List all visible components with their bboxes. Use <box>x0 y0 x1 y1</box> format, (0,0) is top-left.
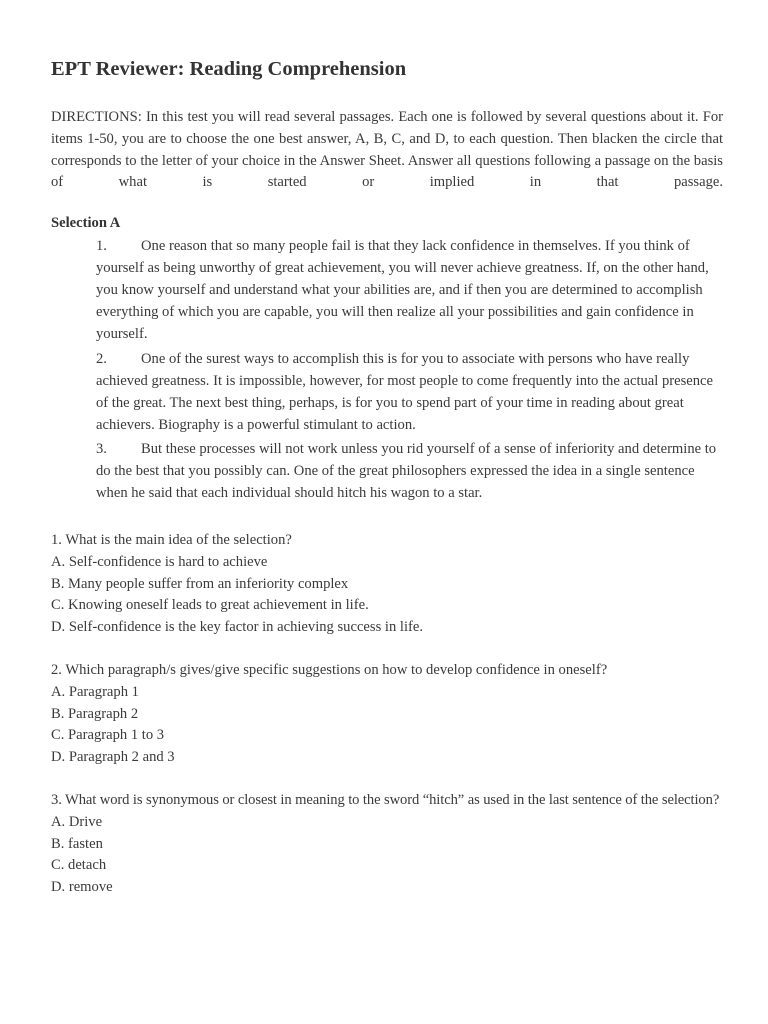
question-1 <box>51 530 723 639</box>
question-text: 2. Which paragraph/s gives/give specific suggestions on how to develop confidence in oneself? <box>51 662 608 678</box>
answer-option-c: C. Knowing oneself leads to great achievement in life. <box>51 597 369 614</box>
paragraph-number: 2. <box>96 351 107 367</box>
answer-option-b: B. fasten <box>51 835 103 852</box>
answer-option-a: A. Self-confidence is hard to achieve <box>51 553 268 570</box>
answer-option-d: D. remove <box>51 879 113 896</box>
answer-option-c: C. detach <box>51 857 107 874</box>
question-3 <box>51 790 723 899</box>
passage-paragraph-3 <box>96 439 722 505</box>
answer-option-a: A. Drive <box>51 813 103 830</box>
answer-option-a: A. Paragraph 1 <box>51 683 139 700</box>
selection-heading: Selection A <box>51 215 121 231</box>
question-text: 1. What is the main idea of the selection? <box>51 532 292 548</box>
directions-text: DIRECTIONS: In this test you will read several passages. Each one is followed by several questions about it. For items 1-50, you are to choose the one best answer, A, B, C, and D, to each question. Then blacken the circle that corresponds to the letter of your choice in the Answer Sheet. Answer all questions following a passage on the basis of what is started or implied in that passage. <box>51 109 723 191</box>
answer-option-b: B. Paragraph 2 <box>51 705 139 722</box>
paragraph-number: 1. <box>96 238 107 254</box>
passage-paragraph-2 <box>96 349 722 437</box>
answer-option-d: D. Paragraph 2 and 3 <box>51 749 175 766</box>
paragraph-number: 3. <box>96 441 107 457</box>
answer-option-b: B. Many people suffer from an inferiority complex <box>51 575 349 592</box>
question-text: 3. What word is synonymous or closest in meaning to the sword “hitch” as used in the last sentence of the selection? <box>51 792 720 808</box>
question-2 <box>51 660 723 769</box>
page-title: EPT Reviewer: Reading Comprehension <box>51 58 407 80</box>
paragraph-text: One reason that so many people fail is that they lack confidence in themselves. If you think of yourself as being unworthy of great achievement, you will never achieve greatness. If, on the other hand, you know yourself and understand what your abilities are, and if then you are determined to accomplish everything of which you are capable, you will then realize all your possibilities and gain confidence in yourself. <box>96 238 709 342</box>
answer-option-c: C. Paragraph 1 to 3 <box>51 727 165 744</box>
passage-paragraph-1 <box>96 236 722 346</box>
paragraph-text: One of the surest ways to accomplish this is for you to associate with persons who have really achieved greatness. It is impossible, however, for most people to come frequently into the actual presence of the great. The next best thing, perhaps, is for you to spend part of your time in reading about great achievers. Biography is a powerful stimulant to action. <box>96 351 714 433</box>
paragraph-text: But these processes will not work unless you rid yourself of a sense of inferiority and determine to do the best that you possibly can. One of the great philosophers expressed the idea in a single sentence when he said that each individual should hitch his wagon to a star. <box>96 441 717 501</box>
answer-option-d: D. Self-confidence is the key factor in achieving success in life. <box>51 619 424 636</box>
